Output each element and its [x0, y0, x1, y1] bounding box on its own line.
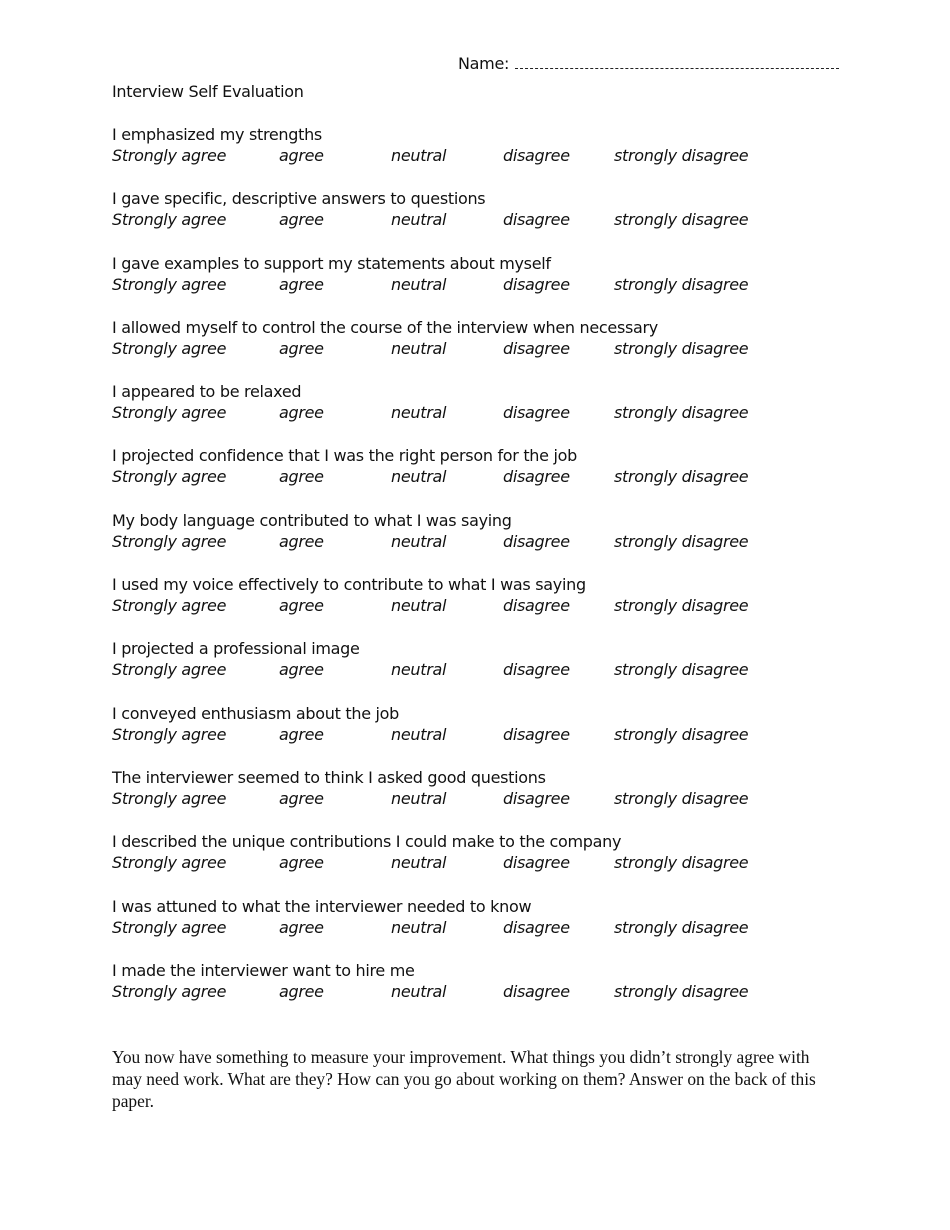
question-text: My body language contributed to what I was saying [112, 510, 512, 530]
rating-option[interactable]: neutral [391, 853, 447, 873]
rating-option[interactable]: Strongly agree [112, 274, 227, 294]
rating-option[interactable]: disagree [503, 531, 570, 551]
rating-scale [112, 596, 842, 618]
rating-option[interactable]: disagree [503, 724, 570, 744]
rating-option[interactable]: Strongly agree [112, 467, 227, 487]
question-item [112, 189, 842, 253]
rating-option[interactable]: Strongly agree [112, 146, 227, 165]
question-item [112, 382, 842, 446]
rating-scale [112, 853, 842, 875]
rating-option[interactable]: agree [279, 210, 324, 230]
question-list [112, 125, 842, 1025]
question-item [112, 511, 842, 575]
rating-option[interactable]: agree [279, 596, 324, 616]
rating-scale [112, 275, 842, 297]
rating-option[interactable]: agree [279, 467, 324, 487]
question-text: I projected a professional image [112, 639, 360, 659]
question-text: I gave specific, descriptive answers to questions [112, 189, 486, 209]
rating-option[interactable]: strongly disagree [614, 403, 749, 423]
question-text: I made the interviewer want to hire me [112, 960, 415, 980]
rating-option[interactable]: neutral [391, 596, 447, 616]
question-text: I gave examples to support my statements about myself [112, 253, 551, 273]
rating-scale [112, 339, 842, 361]
rating-scale [112, 725, 842, 747]
rating-option[interactable]: Strongly agree [112, 917, 227, 937]
rating-option[interactable]: disagree [503, 467, 570, 487]
rating-option[interactable]: agree [279, 853, 324, 873]
rating-option[interactable]: neutral [391, 210, 447, 230]
question-item [112, 704, 842, 768]
question-text: I was attuned to what the interviewer needed to know [112, 896, 532, 916]
rating-option[interactable]: agree [279, 788, 324, 808]
rating-option[interactable]: neutral [391, 146, 447, 165]
rating-option[interactable]: agree [279, 146, 324, 165]
rating-option[interactable]: disagree [503, 917, 570, 937]
question-item [112, 961, 842, 1025]
closing-instructions: You now have something to measure your improvement. What things you didn’t strongly agree with may need work. What are they? How can you go about working on them? Answer on the back of this paper. [112, 1047, 816, 1111]
rating-option[interactable]: agree [279, 531, 324, 551]
rating-scale [112, 146, 842, 168]
rating-option[interactable]: neutral [391, 467, 447, 487]
rating-option[interactable]: strongly disagree [614, 467, 749, 487]
rating-option[interactable]: Strongly agree [112, 596, 227, 616]
question-text: I appeared to be relaxed [112, 382, 302, 402]
rating-option[interactable]: disagree [503, 338, 570, 358]
rating-scale [112, 210, 842, 232]
rating-option[interactable]: Strongly agree [112, 531, 227, 551]
question-item [112, 639, 842, 703]
question-item [112, 832, 842, 896]
rating-option[interactable]: strongly disagree [614, 981, 749, 1001]
rating-option[interactable]: agree [279, 274, 324, 294]
rating-option[interactable]: strongly disagree [614, 853, 749, 873]
question-text: The interviewer seemed to think I asked good questions [112, 767, 546, 787]
rating-scale [112, 532, 842, 554]
rating-scale [112, 467, 842, 489]
rating-scale [112, 918, 842, 940]
rating-option[interactable]: agree [279, 917, 324, 937]
question-item [112, 254, 842, 318]
question-text: I projected confidence that I was the right person for the job [112, 446, 577, 466]
rating-option[interactable]: disagree [503, 660, 570, 680]
rating-scale [112, 789, 842, 811]
rating-option[interactable]: strongly disagree [614, 596, 749, 616]
rating-option[interactable]: neutral [391, 403, 447, 423]
rating-option[interactable]: strongly disagree [614, 274, 749, 294]
rating-option[interactable]: Strongly agree [112, 338, 227, 358]
page-title: Interview Self Evaluation [112, 82, 304, 101]
rating-scale [112, 982, 842, 1004]
question-text: I emphasized my strengths [112, 125, 322, 144]
rating-option[interactable]: agree [279, 981, 324, 1001]
rating-option[interactable]: disagree [503, 210, 570, 230]
rating-option[interactable]: Strongly agree [112, 660, 227, 680]
rating-option[interactable]: strongly disagree [614, 788, 749, 808]
rating-option[interactable]: disagree [503, 981, 570, 1001]
rating-option[interactable]: strongly disagree [614, 917, 749, 937]
rating-option[interactable]: Strongly agree [112, 210, 227, 230]
rating-scale [112, 660, 842, 682]
rating-option[interactable]: neutral [391, 917, 447, 937]
question-item [112, 575, 842, 639]
rating-option[interactable]: strongly disagree [614, 531, 749, 551]
rating-option[interactable]: Strongly agree [112, 788, 227, 808]
rating-option[interactable]: disagree [503, 403, 570, 423]
rating-option[interactable]: Strongly agree [112, 981, 227, 1001]
rating-option[interactable]: neutral [391, 531, 447, 551]
question-item [112, 897, 842, 961]
question-text: I described the unique contributions I could make to the company [112, 832, 622, 852]
rating-option[interactable]: agree [279, 338, 324, 358]
rating-option[interactable]: disagree [503, 788, 570, 808]
rating-option[interactable]: neutral [391, 981, 447, 1001]
rating-option[interactable]: agree [279, 403, 324, 423]
rating-option[interactable]: strongly disagree [614, 210, 749, 230]
rating-option[interactable]: disagree [503, 596, 570, 616]
rating-option[interactable]: disagree [503, 274, 570, 294]
rating-option[interactable]: strongly disagree [614, 338, 749, 358]
name-field[interactable] [458, 54, 839, 73]
name-blank-line[interactable] [515, 54, 839, 69]
name-label: Name: [458, 54, 510, 73]
rating-option[interactable]: neutral [391, 660, 447, 680]
rating-option[interactable]: agree [279, 660, 324, 680]
rating-option[interactable]: neutral [391, 274, 447, 294]
question-text: I conveyed enthusiasm about the job [112, 703, 400, 723]
rating-option[interactable]: disagree [503, 853, 570, 873]
rating-option[interactable]: disagree [503, 146, 570, 165]
rating-option[interactable]: strongly disagree [614, 146, 749, 165]
rating-option[interactable]: strongly disagree [614, 660, 749, 680]
question-text: I used my voice effectively to contribute to what I was saying [112, 575, 586, 595]
rating-option[interactable]: Strongly agree [112, 853, 227, 873]
rating-option[interactable]: Strongly agree [112, 724, 227, 744]
rating-option[interactable]: neutral [391, 788, 447, 808]
rating-option[interactable]: agree [279, 724, 324, 744]
question-item [112, 125, 842, 189]
rating-option[interactable]: Strongly agree [112, 403, 227, 423]
rating-option[interactable]: neutral [391, 724, 447, 744]
question-item [112, 446, 842, 510]
question-text: I allowed myself to control the course of the interview when necessary [112, 317, 658, 337]
question-item [112, 318, 842, 382]
rating-scale [112, 403, 842, 425]
rating-option[interactable]: strongly disagree [614, 724, 749, 744]
question-item [112, 768, 842, 832]
rating-option[interactable]: neutral [391, 338, 447, 358]
